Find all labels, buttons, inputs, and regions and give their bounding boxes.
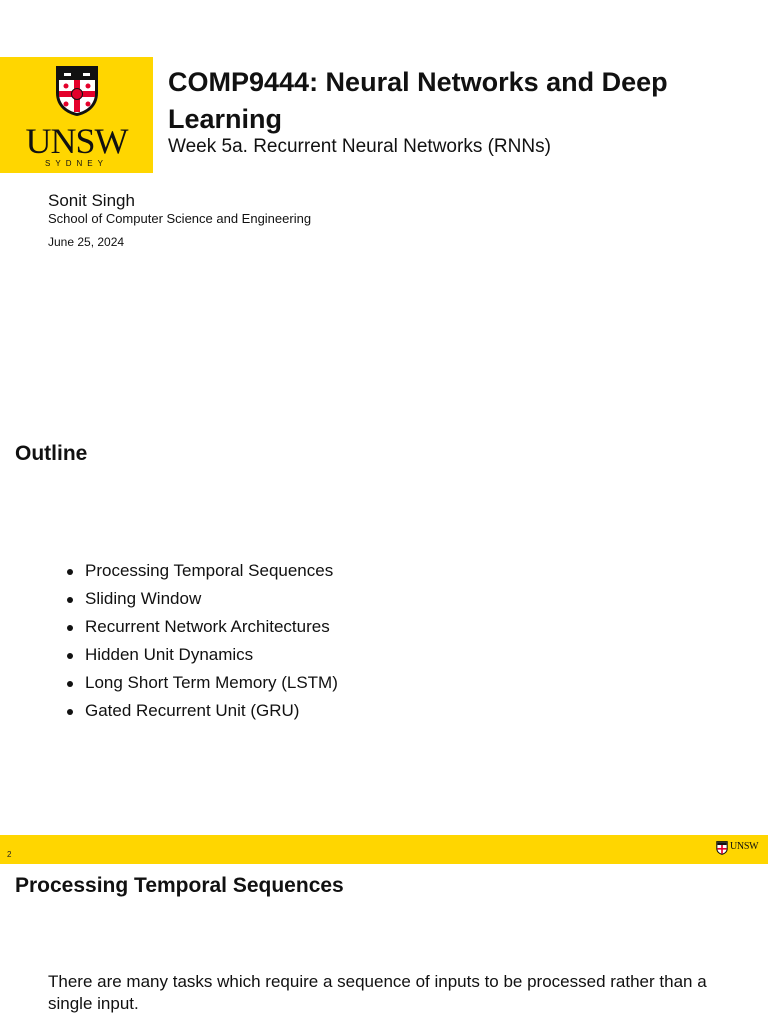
page-number: 2 <box>7 850 12 859</box>
slide-subtitle: Week 5a. Recurrent Neural Networks (RNNs) <box>168 136 551 157</box>
unsw-crest-icon <box>716 840 728 856</box>
outline-item: Gated Recurrent Unit (GRU) <box>48 697 338 725</box>
unsw-logo-box <box>0 57 153 173</box>
unsw-wordmark: UNSW <box>25 121 128 161</box>
outline-list <box>48 557 338 725</box>
slide-title: COMP9444: Neural Networks and Deep Learning <box>168 67 668 134</box>
unsw-crest-icon <box>55 65 99 117</box>
slide-footer-bar <box>0 835 768 864</box>
outline-heading: Outline <box>15 442 88 465</box>
outline-item: Hidden Unit Dynamics <box>48 641 338 669</box>
outline-item: Long Short Term Memory (LSTM) <box>48 669 338 697</box>
outline-item: Processing Temporal Sequences <box>48 557 338 585</box>
unsw-subword: SYDNEY <box>45 159 108 168</box>
outline-item: Recurrent Network Architectures <box>48 613 338 641</box>
footer-wordmark: UNSW <box>730 841 759 852</box>
section-heading: Processing Temporal Sequences <box>15 874 344 897</box>
body-text: There are many tasks which require a sequence of inputs to be processed rather than a single input. <box>48 972 707 1013</box>
author-name: Sonit Singh <box>48 191 135 210</box>
author-affiliation: School of Computer Science and Engineering <box>48 211 312 226</box>
outline-item: Sliding Window <box>48 585 338 613</box>
presentation-date: June 25, 2024 <box>48 235 125 249</box>
